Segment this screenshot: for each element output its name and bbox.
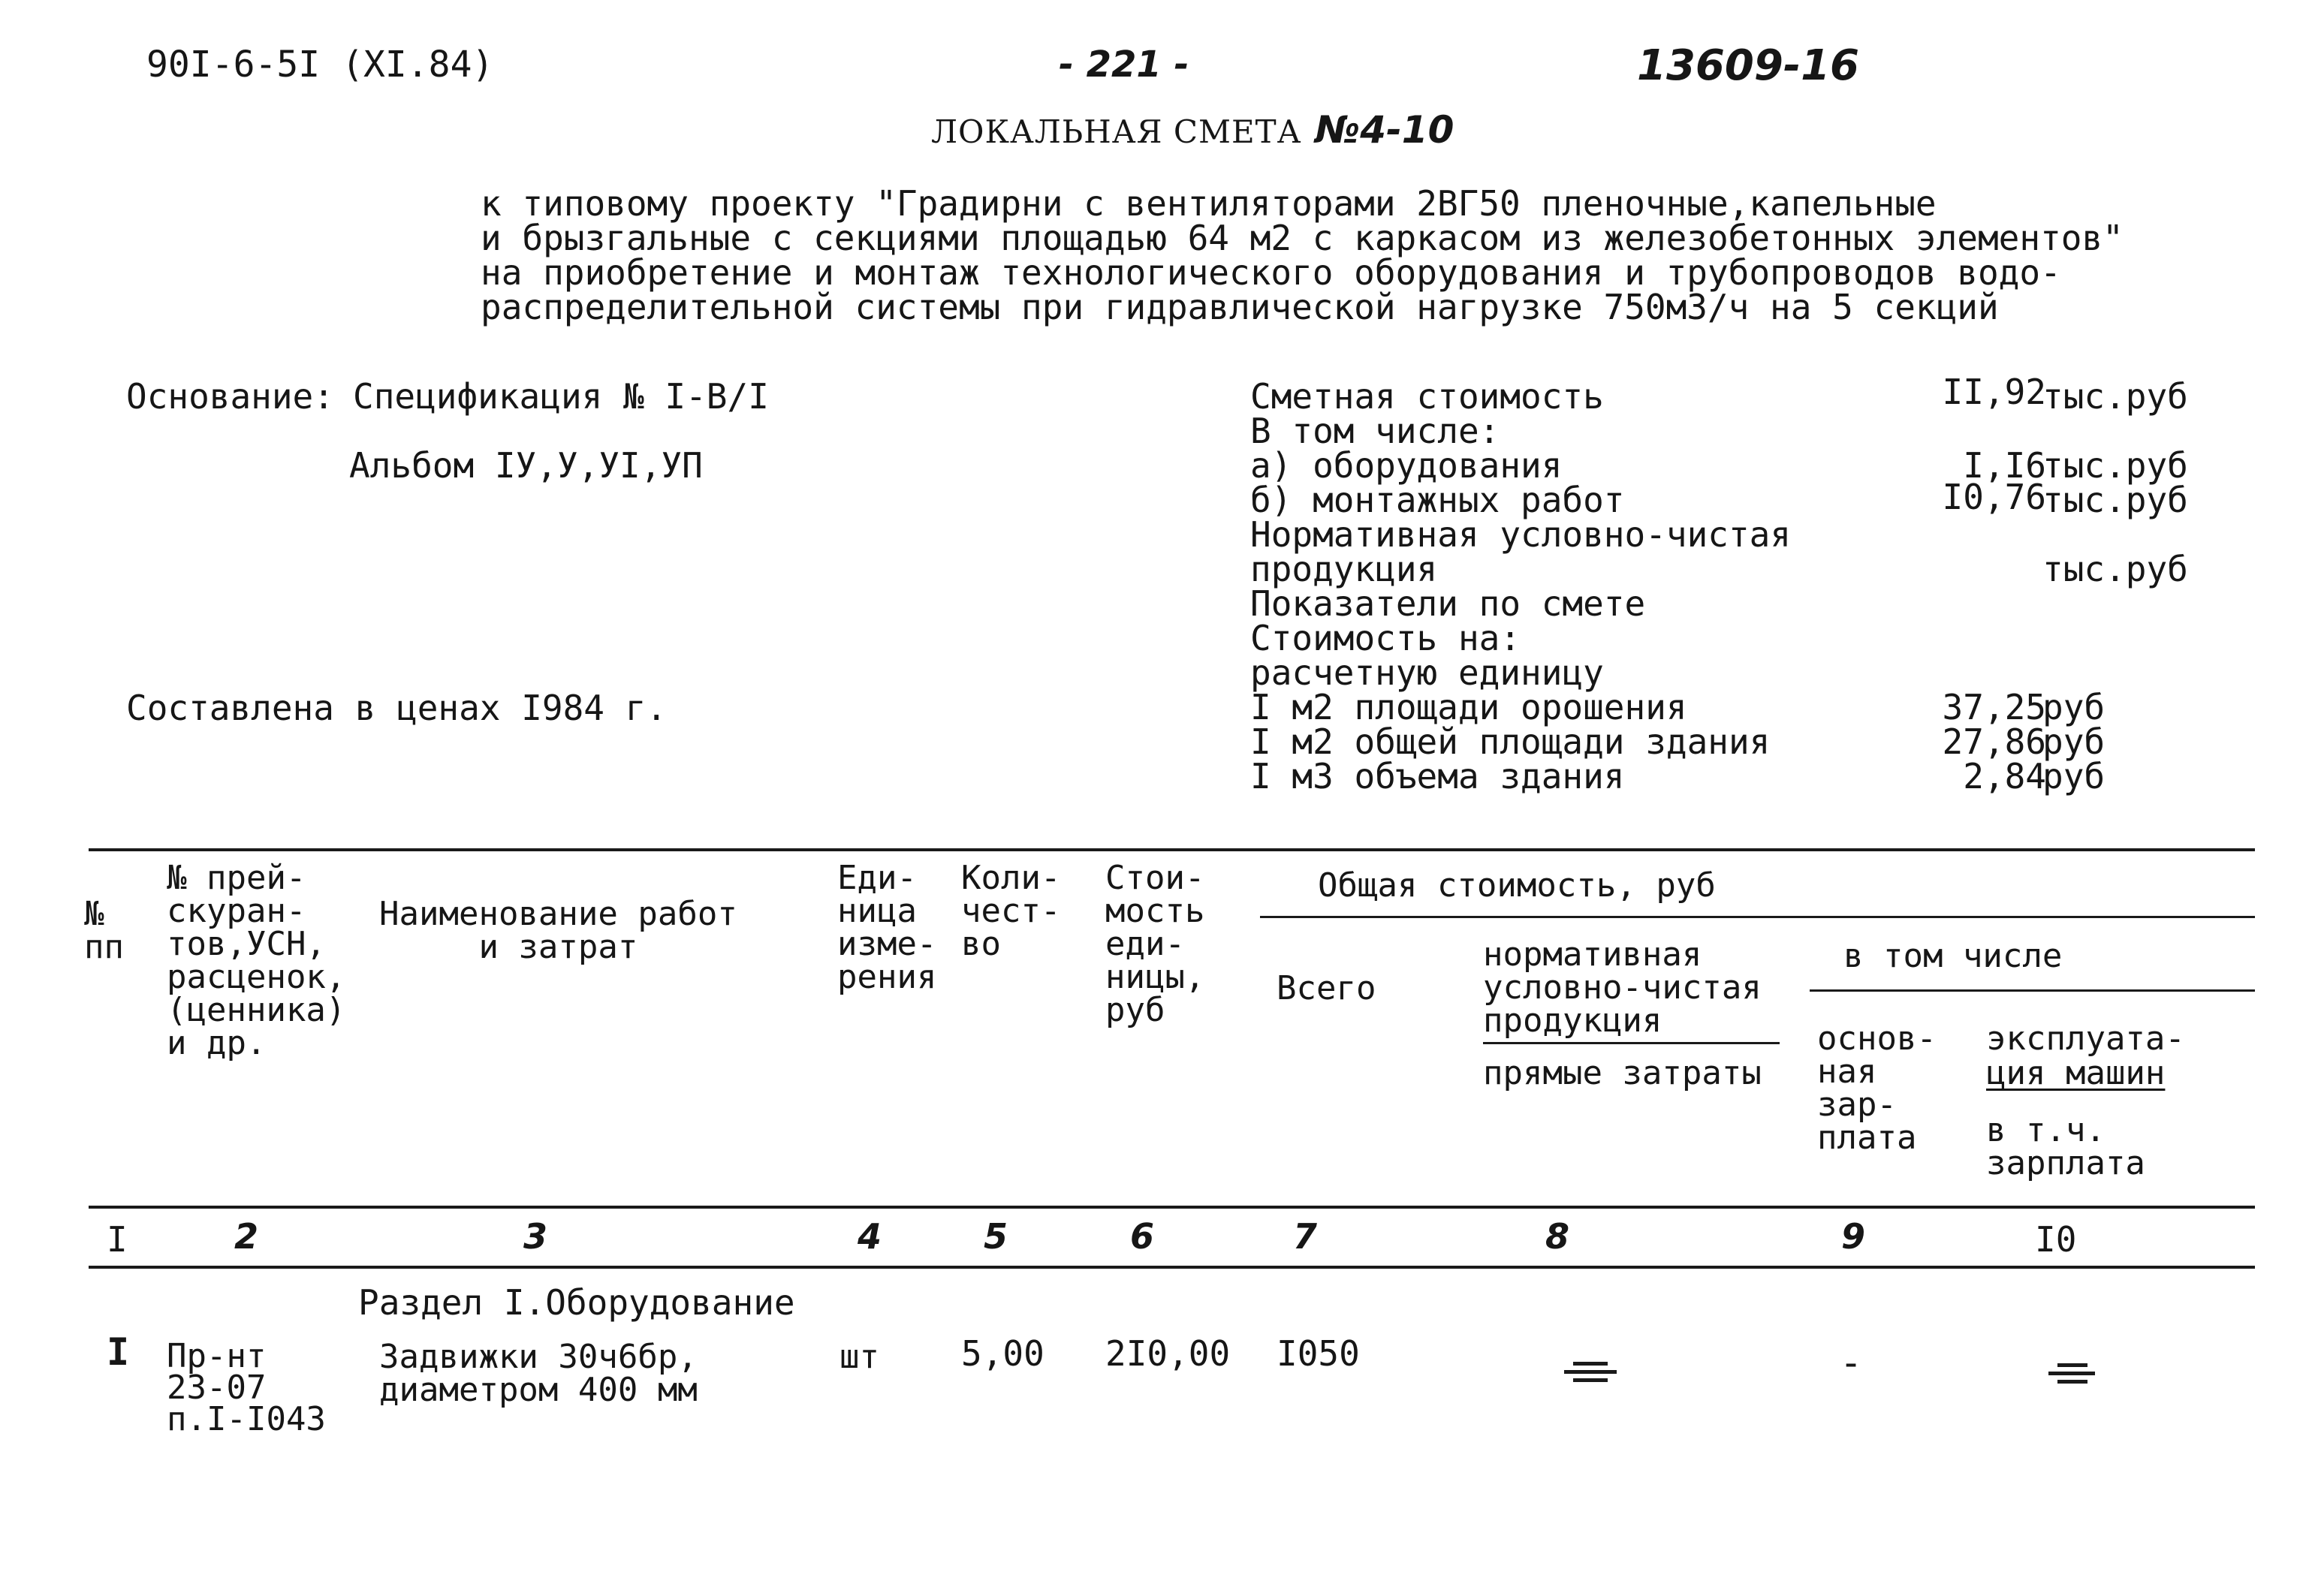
cost-row — [1250, 549, 2211, 589]
cost-row — [1250, 756, 2211, 796]
cost-label: В том числе: — [1250, 411, 1500, 451]
subtitle — [481, 183, 2124, 327]
cost-row — [1250, 477, 2211, 520]
header-total-group: Общая стоимость, руб — [1318, 866, 1716, 905]
total-group-rule — [1260, 916, 2255, 918]
cost-row — [1250, 583, 2211, 624]
cost-unit: руб — [2042, 721, 2106, 762]
row-qty: 5,00 — [961, 1333, 1044, 1374]
title-number: №4-10 — [1315, 108, 1454, 152]
cost-row — [1250, 652, 2211, 693]
row-ref: Пр-нт 23-07 п.I-I043 — [167, 1337, 326, 1438]
basis-label: Основание: — [126, 376, 334, 417]
subtitle-line: распределительной системы при гидравлической нагрузке 750м3/ч на 5 секций — [481, 287, 1999, 327]
subtitle-line: к типовому проекту "Градирни с вентиляторами 2ВГ50 пленочные,капельные — [481, 183, 1937, 224]
cost-row — [1250, 721, 2211, 762]
cost-label: а) оборудования — [1250, 445, 1563, 486]
cost-value: I0,76 — [1942, 477, 2046, 517]
header-col-10-top-1: эксплуата- — [1986, 1019, 2185, 1058]
cost-value: II,92 — [1942, 372, 2046, 412]
page-number: - 221 - — [1059, 44, 1189, 86]
header-col-10-bottom: в т.ч. зарплата — [1986, 1111, 2145, 1182]
cost-label: Сметная стоимость — [1250, 376, 1604, 417]
table-top-rule — [89, 848, 2255, 851]
cost-label: расчетную единицу — [1250, 652, 1604, 693]
subtitle-line: и брызгальные с секциями площадью 64 м2 с каркасом из железобетонных элементов" — [481, 218, 2124, 258]
cost-row — [1250, 687, 2211, 727]
cost-label: б) монтажных работ — [1250, 480, 1625, 520]
cost-unit: тыс.руб — [2042, 376, 2188, 417]
header-col-5: Коли- чест- во — [961, 859, 1061, 963]
row-number: I — [107, 1330, 130, 1374]
col-number: 8 — [1545, 1216, 1570, 1257]
header-col-7: Всего — [1277, 969, 1376, 1007]
document-code: 90I-6-5I (XI.84) — [146, 44, 494, 86]
col-number: 6 — [1130, 1216, 1155, 1257]
row-unit-cost: 2I0,00 — [1105, 1333, 1231, 1374]
basis-album: Альбом IУ,У,УI,УП — [349, 445, 703, 486]
cost-value: 27,86 — [1942, 721, 2046, 762]
col-number: I0 — [2035, 1219, 2077, 1260]
cost-label: продукция — [1250, 549, 1438, 589]
document-number: 13609-16 — [1637, 41, 1859, 90]
cost-label: Стоимость на: — [1250, 618, 1521, 658]
title-prefix: ЛОКАЛЬНАЯ СМЕТА — [931, 113, 1302, 150]
col-8-divider — [1483, 1042, 1780, 1044]
header-col-10-top-2: ция машин — [1986, 1054, 2166, 1092]
incl-group-rule — [1810, 989, 2255, 992]
cost-value: 2,84 — [1963, 756, 2046, 796]
cost-row — [1250, 618, 2211, 658]
col-numbers-bottom-rule — [89, 1266, 2255, 1269]
header-col-3: Наименование работ и затрат — [379, 895, 737, 966]
cost-label: I м2 площади орошения — [1250, 687, 1687, 727]
ditto-mark — [2048, 1359, 2101, 1388]
row-unit: шт — [840, 1338, 879, 1376]
cost-unit: тыс.руб — [2042, 445, 2188, 486]
cost-label: I м3 объема здания — [1250, 756, 1625, 796]
cost-summary — [1250, 372, 2211, 796]
col-number: 5 — [984, 1216, 1008, 1257]
row-name: Задвижки 30ч6бр, диаметром 400 мм — [379, 1338, 698, 1409]
header-col-9: основ- ная зар- плата — [1817, 1019, 1937, 1157]
cost-row — [1250, 411, 2211, 451]
col-number: 4 — [858, 1216, 882, 1257]
col-number: 3 — [523, 1216, 548, 1257]
header-col-8-bottom: прямые затраты — [1483, 1054, 1762, 1092]
ditto-mark — [1564, 1357, 1617, 1387]
basis-composed: Составлена в ценах I984 г. — [126, 688, 668, 728]
cost-row — [1250, 514, 2211, 555]
row-total: I050 — [1277, 1333, 1360, 1374]
cost-unit: руб — [2042, 756, 2106, 796]
header-incl-group: в том числе — [1843, 937, 2063, 975]
cost-unit: тыс.руб — [2042, 549, 2188, 589]
cost-unit: руб — [2042, 687, 2106, 727]
col-number: 2 — [234, 1216, 259, 1257]
cost-unit: тыс.руб — [2042, 480, 2188, 520]
header-col-8-top: нормативная условно-чистая продукция — [1483, 935, 1762, 1040]
cost-row — [1250, 445, 2211, 486]
header-col-1: № пп — [84, 895, 124, 966]
header-bottom-rule — [89, 1206, 2255, 1209]
page-title — [931, 108, 1454, 152]
cost-label: Нормативная условно-чистая — [1250, 514, 1792, 555]
col-number: 9 — [1841, 1216, 1866, 1257]
cost-value: 37,25 — [1942, 687, 2046, 727]
cost-label: Показатели по смете — [1250, 583, 1646, 624]
col-number: I — [107, 1219, 128, 1260]
subtitle-line: на приобретение и монтаж технологического оборудования и трубопроводов водо- — [481, 252, 2061, 293]
cost-row — [1250, 372, 2211, 417]
header-col-4: Еди- ница изме- рения — [837, 859, 937, 996]
cost-label: I м2 общей площади здания — [1250, 721, 1771, 762]
cost-value: I,I6 — [1963, 445, 2046, 486]
col-number: 7 — [1293, 1216, 1318, 1257]
basis-spec: Спецификация № I-В/I — [353, 376, 769, 417]
header-col-6: Стои- мость еди- ницы, руб — [1105, 859, 1205, 1029]
row-col-9: - — [1840, 1341, 1863, 1384]
header-col-2: № прей- скуран- тов,УСН, расценок, (ценника) и др. — [167, 859, 346, 1062]
section-title: Раздел I.Оборудование — [358, 1282, 795, 1323]
